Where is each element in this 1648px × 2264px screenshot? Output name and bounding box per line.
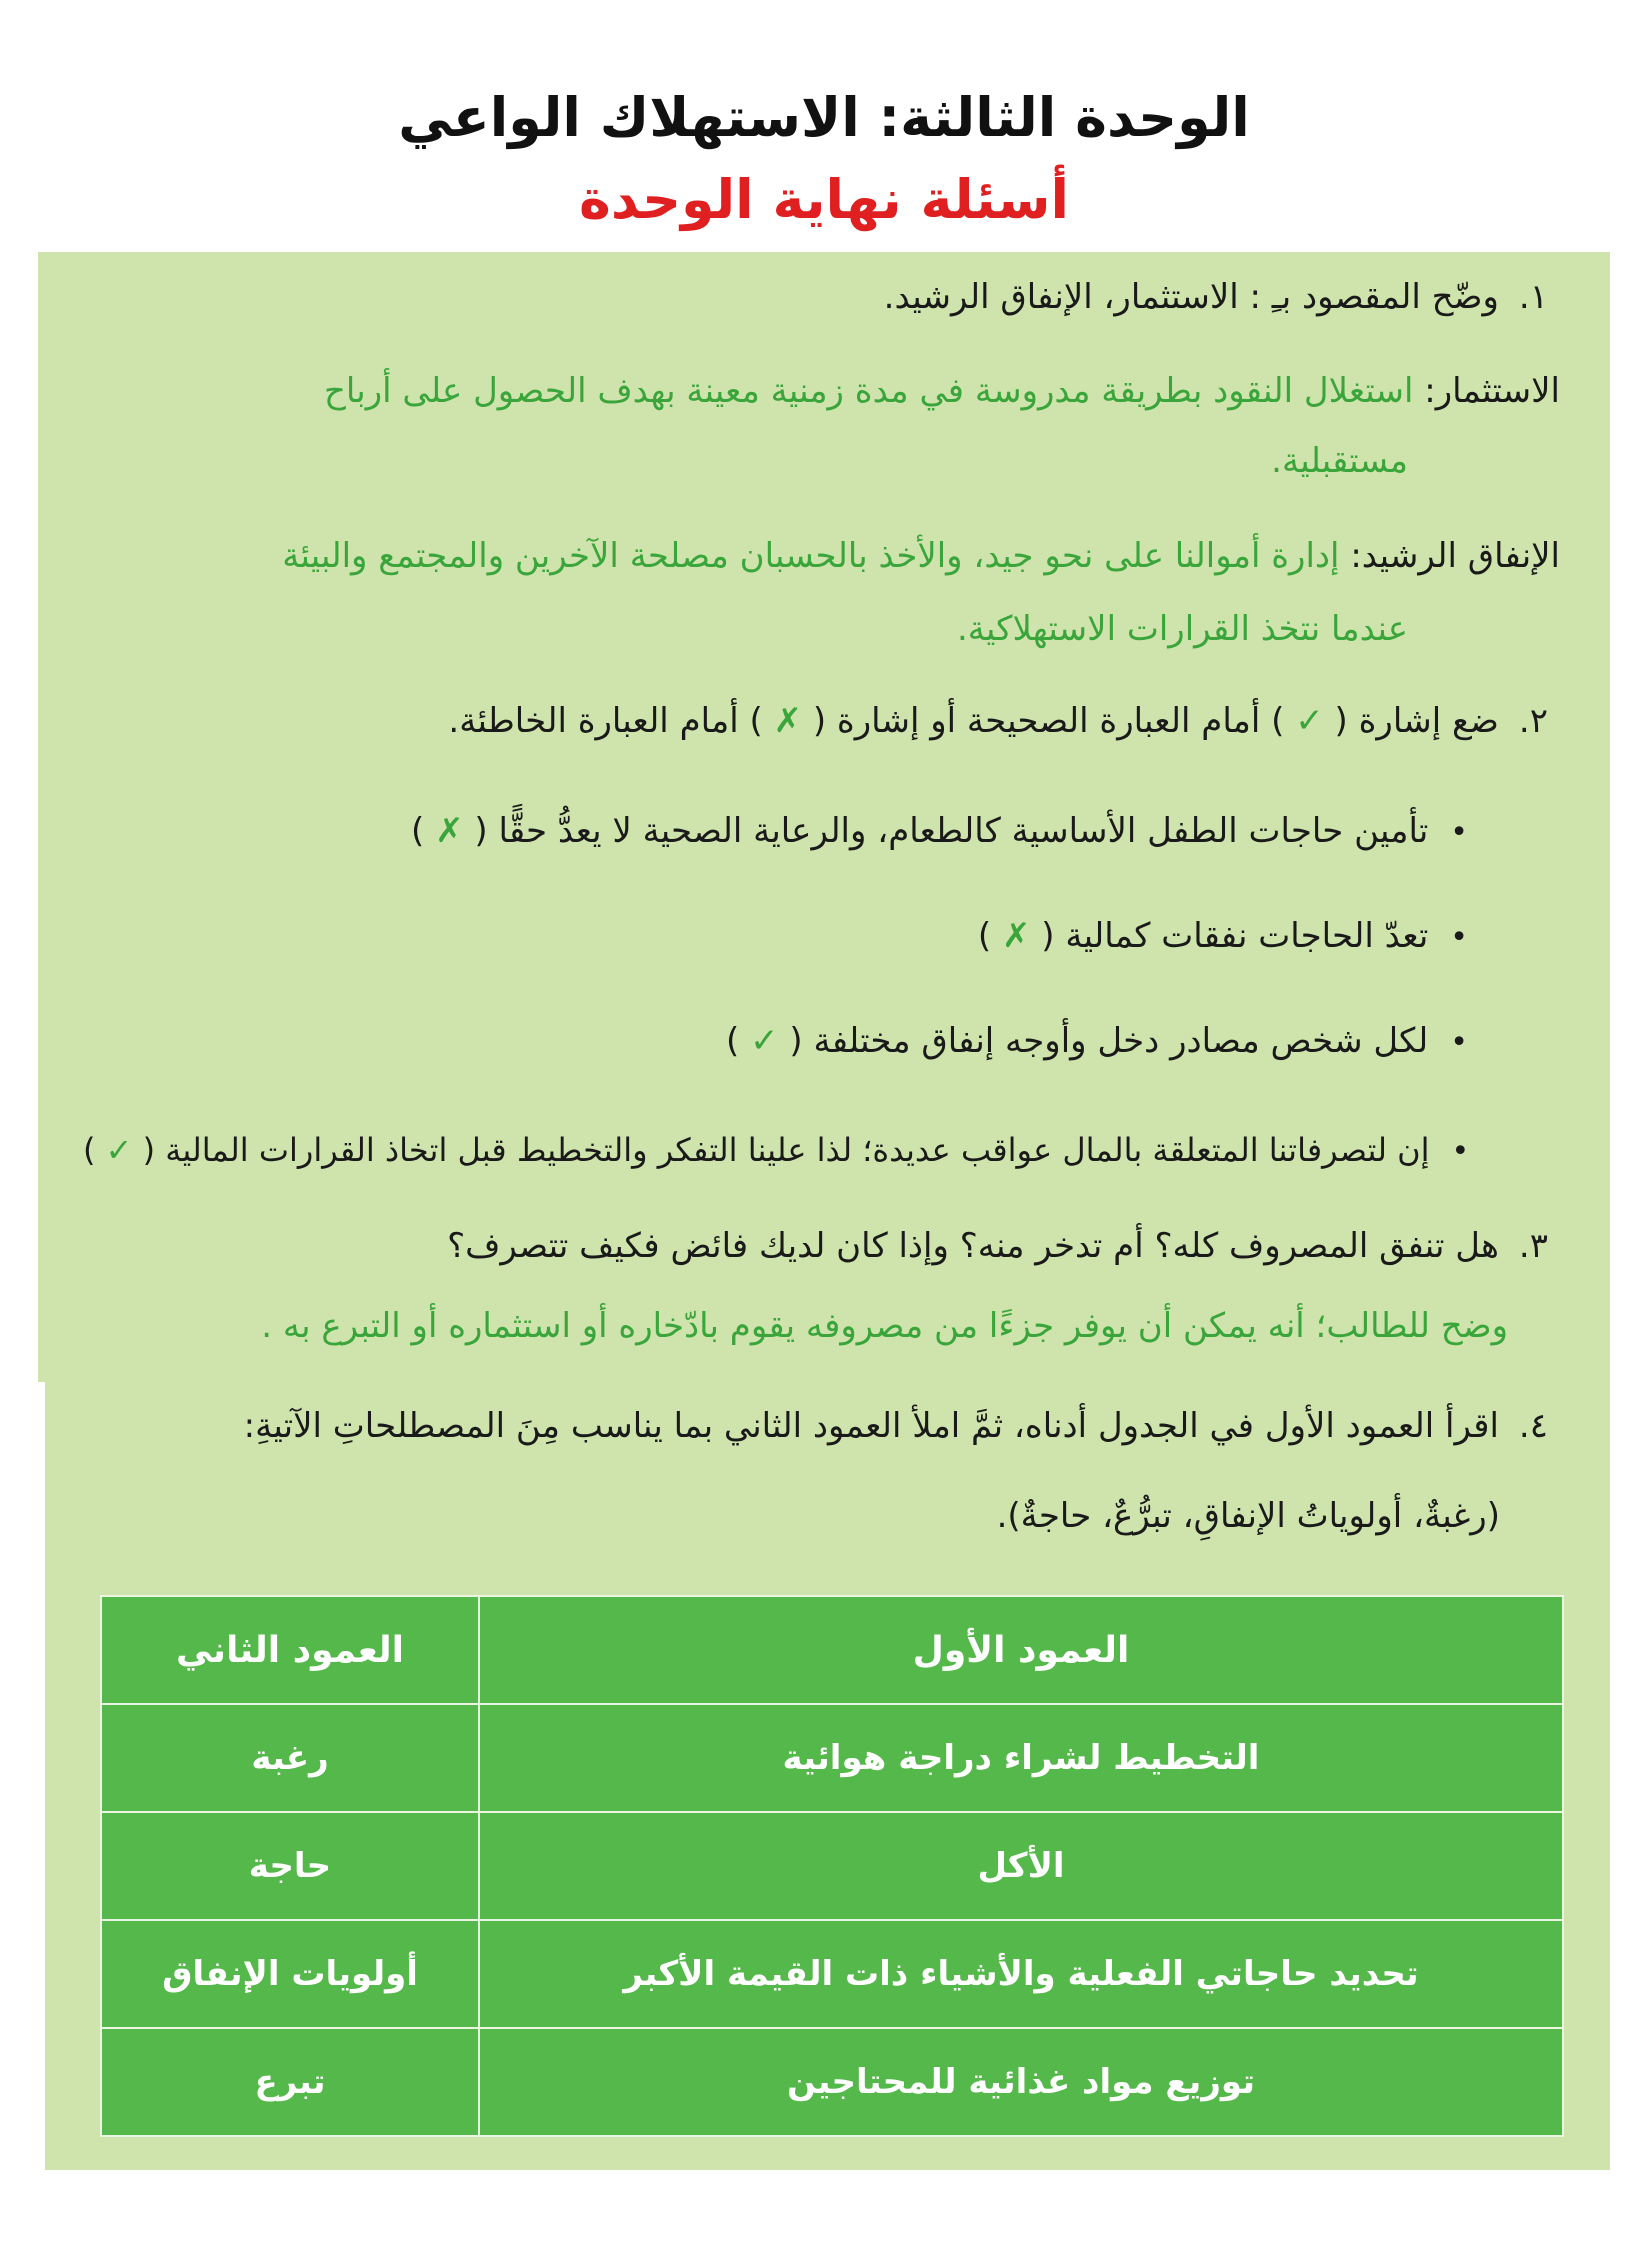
question-number: ١. [1518,277,1548,317]
table-cell-second: أولويات الإنفاق [101,1920,479,2028]
definition-term: الإنفاق الرشيد: [1350,536,1560,576]
column-header-first: العمود الأول [479,1596,1563,1704]
question-text: اقرأ العمود الأول في الجدول أدناه، ثمَّ املأ العمود الثاني بما يناسب مِنَ المصطلحاتِ الآتيةِ: [243,1406,1499,1446]
table-cell-first: توزيع مواد غذائية للمحتاجين [479,2028,1563,2136]
definition-text: استغلال النقود بطريقة مدروسة في مدة زمنية معينة بهدف الحصول على أرباح [323,371,1414,411]
table-row [101,1920,1563,2028]
column-header-second: العمود الثاني [101,1596,479,1704]
question-text-part: ضع إشارة ( [1334,701,1499,741]
definition-rational-spending-continued: عندما نتخذ القرارات الاستهلاكية. [956,609,1408,649]
definition-investment-continued: مستقبلية. [1271,441,1408,481]
table-header-row [101,1596,1563,1704]
question-2 [448,700,1548,743]
check-icon: ✓ [750,1021,779,1061]
table-cell-second: حاجة [101,1812,479,1920]
cross-icon: ✗ [773,701,803,741]
cross-icon: ✗ [435,811,464,851]
statement-text: تعدّ الحاجات نفقات كمالية [1065,916,1429,956]
question-number: ٣. [1518,1226,1548,1266]
statement-item: •تأمين حاجات الطفل الأساسية كالطعام، والرعاية الصحية لا يعدُّ حقًّا ( ✗ ) [411,811,1468,851]
statement-item: •إن لتصرفاتنا المتعلقة بالمال عواقب عديدة؛ لذا علينا التفكر والتخطيط قبل اتخاذ القرارات المالية ( ✓ ) [82,1131,1468,1169]
definition-text: إدارة أموالنا على نحو جيد، والأخذ بالحسبان مصلحة الآخرين والمجتمع والبيئة [282,536,1340,576]
statement-text: لكل شخص مصادر دخل وأوجه إنفاق مختلفة [813,1021,1429,1061]
unit-title: الوحدة الثالثة: الاستهلاك الواعي [398,86,1250,149]
statement-item: •تعدّ الحاجات نفقات كمالية ( ✗ ) [977,916,1468,956]
question-3 [447,1225,1548,1268]
statement-text: إن لتصرفاتنا المتعلقة بالمال عواقب عديدة؛ لذا علينا التفكر والتخطيط قبل اتخاذ القرارات المالية [165,1131,1430,1169]
question-1 [884,276,1548,319]
definition-rational-spending [282,535,1560,578]
statement-text: تأمين حاجات الطفل الأساسية كالطعام، والرعاية الصحية لا يعدُّ حقًّا [498,811,1429,851]
table-cell-second: تبرع [101,2028,479,2136]
question-text-part: ) أمام العبارة الخاطئة. [448,701,763,741]
terms-table [100,1595,1564,2137]
check-icon: ✓ [105,1131,133,1169]
question-text-part: ) أمام العبارة الصحيحة أو إشارة ( [812,701,1285,741]
question-text: وضّح المقصود بـِ : الاستثمار، الإنفاق الرشيد. [883,277,1499,317]
question-text: هل تنفق المصروف كله؟ أم تدخر منه؟ وإذا كان لديك فائض فكيف تتصرف؟ [447,1226,1499,1266]
table-row [101,1812,1563,1920]
question-number: ٢. [1518,701,1548,741]
table-cell-first: التخطيط لشراء دراجة هوائية [479,1704,1563,1812]
table-cell-first: تحديد حاجاتي الفعلية والأشياء ذات القيمة الأكبر [479,1920,1563,2028]
bullet-icon: • [1450,920,1468,955]
question-4 [244,1405,1548,1448]
bullet-icon: • [1451,1134,1468,1169]
statement-item: •لكل شخص مصادر دخل وأوجه إنفاق مختلفة ( ✓ ) [726,1021,1468,1061]
cross-icon: ✗ [1001,916,1031,956]
question-4-terms: (رغبةٌ، أولوياتُ الإنفاقِ، تبرُّعٌ، حاجةٌ). [996,1496,1500,1536]
bullet-icon: • [1450,1025,1468,1060]
table-cell-first: الأكل [479,1812,1563,1920]
bullet-icon: • [1450,815,1468,850]
definition-investment [324,370,1560,413]
check-icon: ✓ [1295,701,1324,741]
unit-subtitle: أسئلة نهاية الوحدة [579,168,1069,231]
table-row [101,2028,1563,2136]
question-3-answer: وضح للطالب؛ أنه يمكن أن يوفر جزءًا من مصروفه يقوم بادّخاره أو استثماره أو التبرع به . [261,1306,1508,1346]
question-number: ٤. [1518,1406,1548,1446]
table-row [101,1704,1563,1812]
definition-term: الاستثمار: [1424,371,1560,411]
table-cell-second: رغبة [101,1704,479,1812]
